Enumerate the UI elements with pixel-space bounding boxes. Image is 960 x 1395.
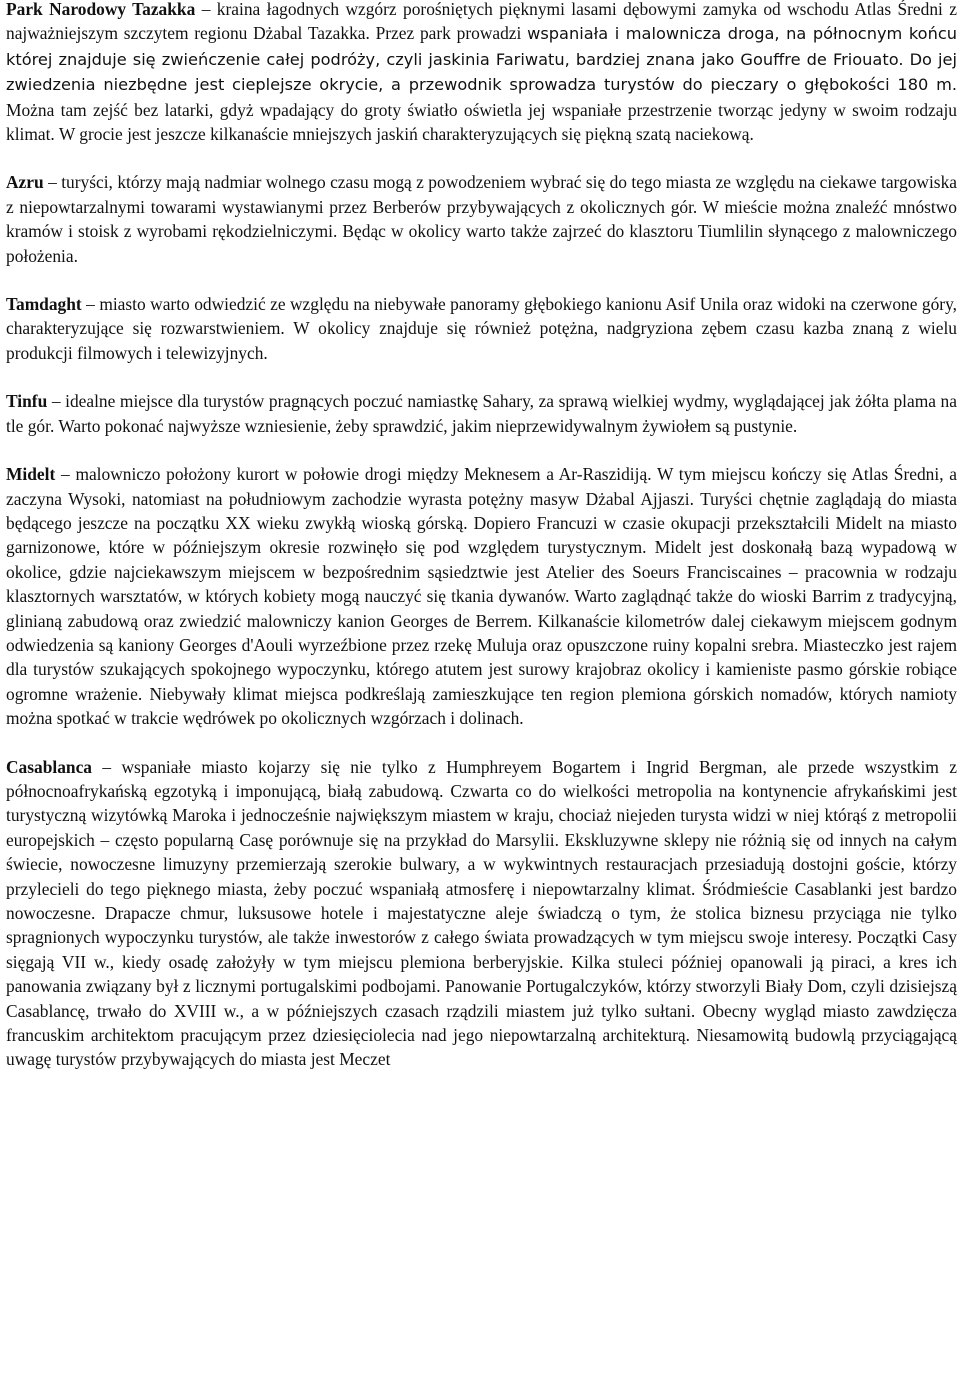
paragraph-heading: Azru (6, 172, 44, 193)
paragraph-tinfu (6, 389, 957, 438)
dash: – (51, 391, 61, 412)
dash: – (48, 172, 57, 193)
paragraph-heading: Tinfu (6, 391, 48, 412)
dash: – (102, 756, 112, 777)
paragraph-casablanca (6, 755, 957, 1072)
document-body (6, 0, 957, 1096)
paragraph-azru (6, 170, 957, 268)
paragraph-text: turyści, którzy mają nadmiar wolnego czasu mogą z powodzeniem wybrać się do tego miasta ze względu na ciekawe targowiska z niepowtarzalnymi towarami wystawianymi przez Berberów przybywających z okolicznych gór. W mieście można znaleźć mnóstwo kramów i stoisk z wyrobami rękodzielniczymi. Będąc w okolicy warto także zajrzeć do klasztoru Tiumlilin słynącego z malowniczego położenia. (6, 172, 957, 266)
paragraph-heading: Casablanca (6, 756, 93, 777)
paragraph-text: wspaniałe miasto kojarzy się nie tylko z Humphreyem Bogartem i Ingrid Bergman, ale przede wszystkim z północnoafrykańską egzotyką i imponującą, białą zabudową. Czwarta co do wielkości metropolia na kontynencie afrykańskimi jest turystyczną wizytówką Maroka i jednocześnie największym miastem w kraju, chociaż niejeden turysta widzi w niej którąś z metropolii europejskich – często popularną Casę porównuje się na przykład do Marsylii. Ekskluzywne sklepy nie różnią się od innych na całym świecie, nowoczesne limuzyny przemierzają szerokie bulwary, a w wykwintnych restauracjach przesiadują dostojni goście, którzy przylecieli do tego pięknego miasta, żeby poczuć wspaniałą atmosferę i niepowtarzalny klimat. Śródmieście Casablanki jest bardzo nowoczesne. Drapacze chmur, luksusowe hotele i majestatyczne aleje świadczą o tym, że stolica biznesu przyciąga nie tylko spragnionych wypoczynku turystów, ale także inwestorów z całego świata prowadzących w tym miejscu swoje interesy. Początki Casy sięgają VII w., kiedy osadę założyły w tym miejscu plemiona berberyjskie. Kilka stuleci później opanowali ją piraci, a kres ich panowania związany był z licznymi portugalskimi podbojami. Panowanie Portugalczyków, którzy stworzyli Biały Dom, czyli dzisiejszą Casablancę, trwało do XVIII w., a w późniejszych czasach rządzili miastem już tylko sułtani. Obecny wygląd miasto zawdzięcza francuskim architektom pracującym przez dziesięciolecia nad jego niepowtarzalną architekturą. Niesamowitą budowlą przyciągającą uwagę turystów przybywających do miasta jest Meczet (6, 756, 957, 1070)
paragraph-heading: Midelt (6, 464, 56, 485)
paragraph-text: idealne miejsce dla turystów pragnących poczuć namiastkę Sahary, za sprawą wielkiej wydmy, wyglądającej jak żółta plama na tle gór. Warto pokonać najwyższe wzniesienie, żeby sprawdzić, jakim nieprzewidywalnym żywiołem są pustynie. (6, 391, 957, 436)
paragraph-heading: Park Narodowy Tazakka (6, 0, 196, 19)
paragraph-text-sans: wspaniała i malownicza droga, na północnym końcu której znajduje się zwieńczenie całej podróży, czyli jaskinia Fariwatu, bardziej znana jako Gouffre de Friouato. Do jej zwiedzenia niezbędne jest cieplejsze okrycie, a przewodnik sprowadza turystów do pieczary o głębokości 180 m. (6, 24, 957, 95)
dash: – (61, 464, 70, 485)
dash: – (201, 0, 211, 19)
paragraph-text-continued: Można tam zejść bez latarki, gdyż wpadający do groty światło oświetla jej wspaniałe przestrzenie tworząc jedyny w swoim rodzaju klimat. W grocie jest jeszcze kilkanaście mniejszych jaskiń charakteryzujących się piękną szatą naciekową. (6, 99, 957, 145)
paragraph-text: malowniczo położony kurort w połowie drogi między Meknesem a Ar-Raszidiją. W tym miejscu kończy się Atlas Średni, a zaczyna Wysoki, natomiast na południowym zachodzie wyrasta potężny masyw Dżabal Ajjaszi. Turyści chętnie zaglądają do miasta będącego jeszcze na początku XX wieku zwykłą wioską górską. Dopiero Francuzi w czasie okupacji przekształcili Midelt na miasto garnizonowe, które w późniejszym okresie rozwinęło się pod względem turystycznym. Midelt jest doskonałą bazą wypadową w okolice, gdzie najciekawszym miejscem w bezpośrednim sąsiedztwie jest Atelier des Soeurs Franciscaines – pracownia w rodzaju klasztornych warsztatów, w których kobiety mogą nauczyć się tkania dywanów. Warto zaglądnąć także do wioski Barrim z tradycyjną, glinianą zabudową oraz zwiedzić malowniczy kanion Georges de Berrem. Kilkanaście kilometrów dalej ciekawym miejscem godnym odwiedzenia są kaniony Georges d'Aouli wyrzeźbione przez rzekę Muluja oraz opuszczone ruiny kopalni srebra. Miasteczko jest rajem dla turystów szukających spokojnego wypoczynku, którego atutem jest surowy krajobraz okolicy i kamieniste pasmo górskie robiące ogromne wrażenie. Niebywały klimat miejsca podkreślają zamieszkujące ten region plemiona górskich nomadów, których namioty można spotkać w trakcie wędrówek po okolicznych wzgórzach i dolinach. (6, 464, 957, 729)
paragraph-tamdaght (6, 292, 957, 365)
paragraph-park-narodowy-tazakka (6, 0, 957, 146)
dash: – (86, 294, 95, 315)
paragraph-text: miasto warto odwiedzić ze względu na niebywałe panoramy głębokiego kanionu Asif Unila oraz widoki na czerwone góry, charakteryzujące się rozwarstwieniem. W okolicy znajduje się również potężna, nadgryziona zębem czasu kazba znaną z wielu produkcji filmowych i telewizyjnych. (6, 294, 957, 363)
paragraph-heading: Tamdaght (6, 294, 82, 315)
paragraph-midelt (6, 462, 957, 730)
paragraph-text: kraina łagodnych wzgórz porośniętych pięknymi lasami dębowymi zamyka od wschodu Atlas Średni z najważniejszym szczytem regionu Dżabal Tazakka. Przez park prowadzi (6, 0, 957, 44)
